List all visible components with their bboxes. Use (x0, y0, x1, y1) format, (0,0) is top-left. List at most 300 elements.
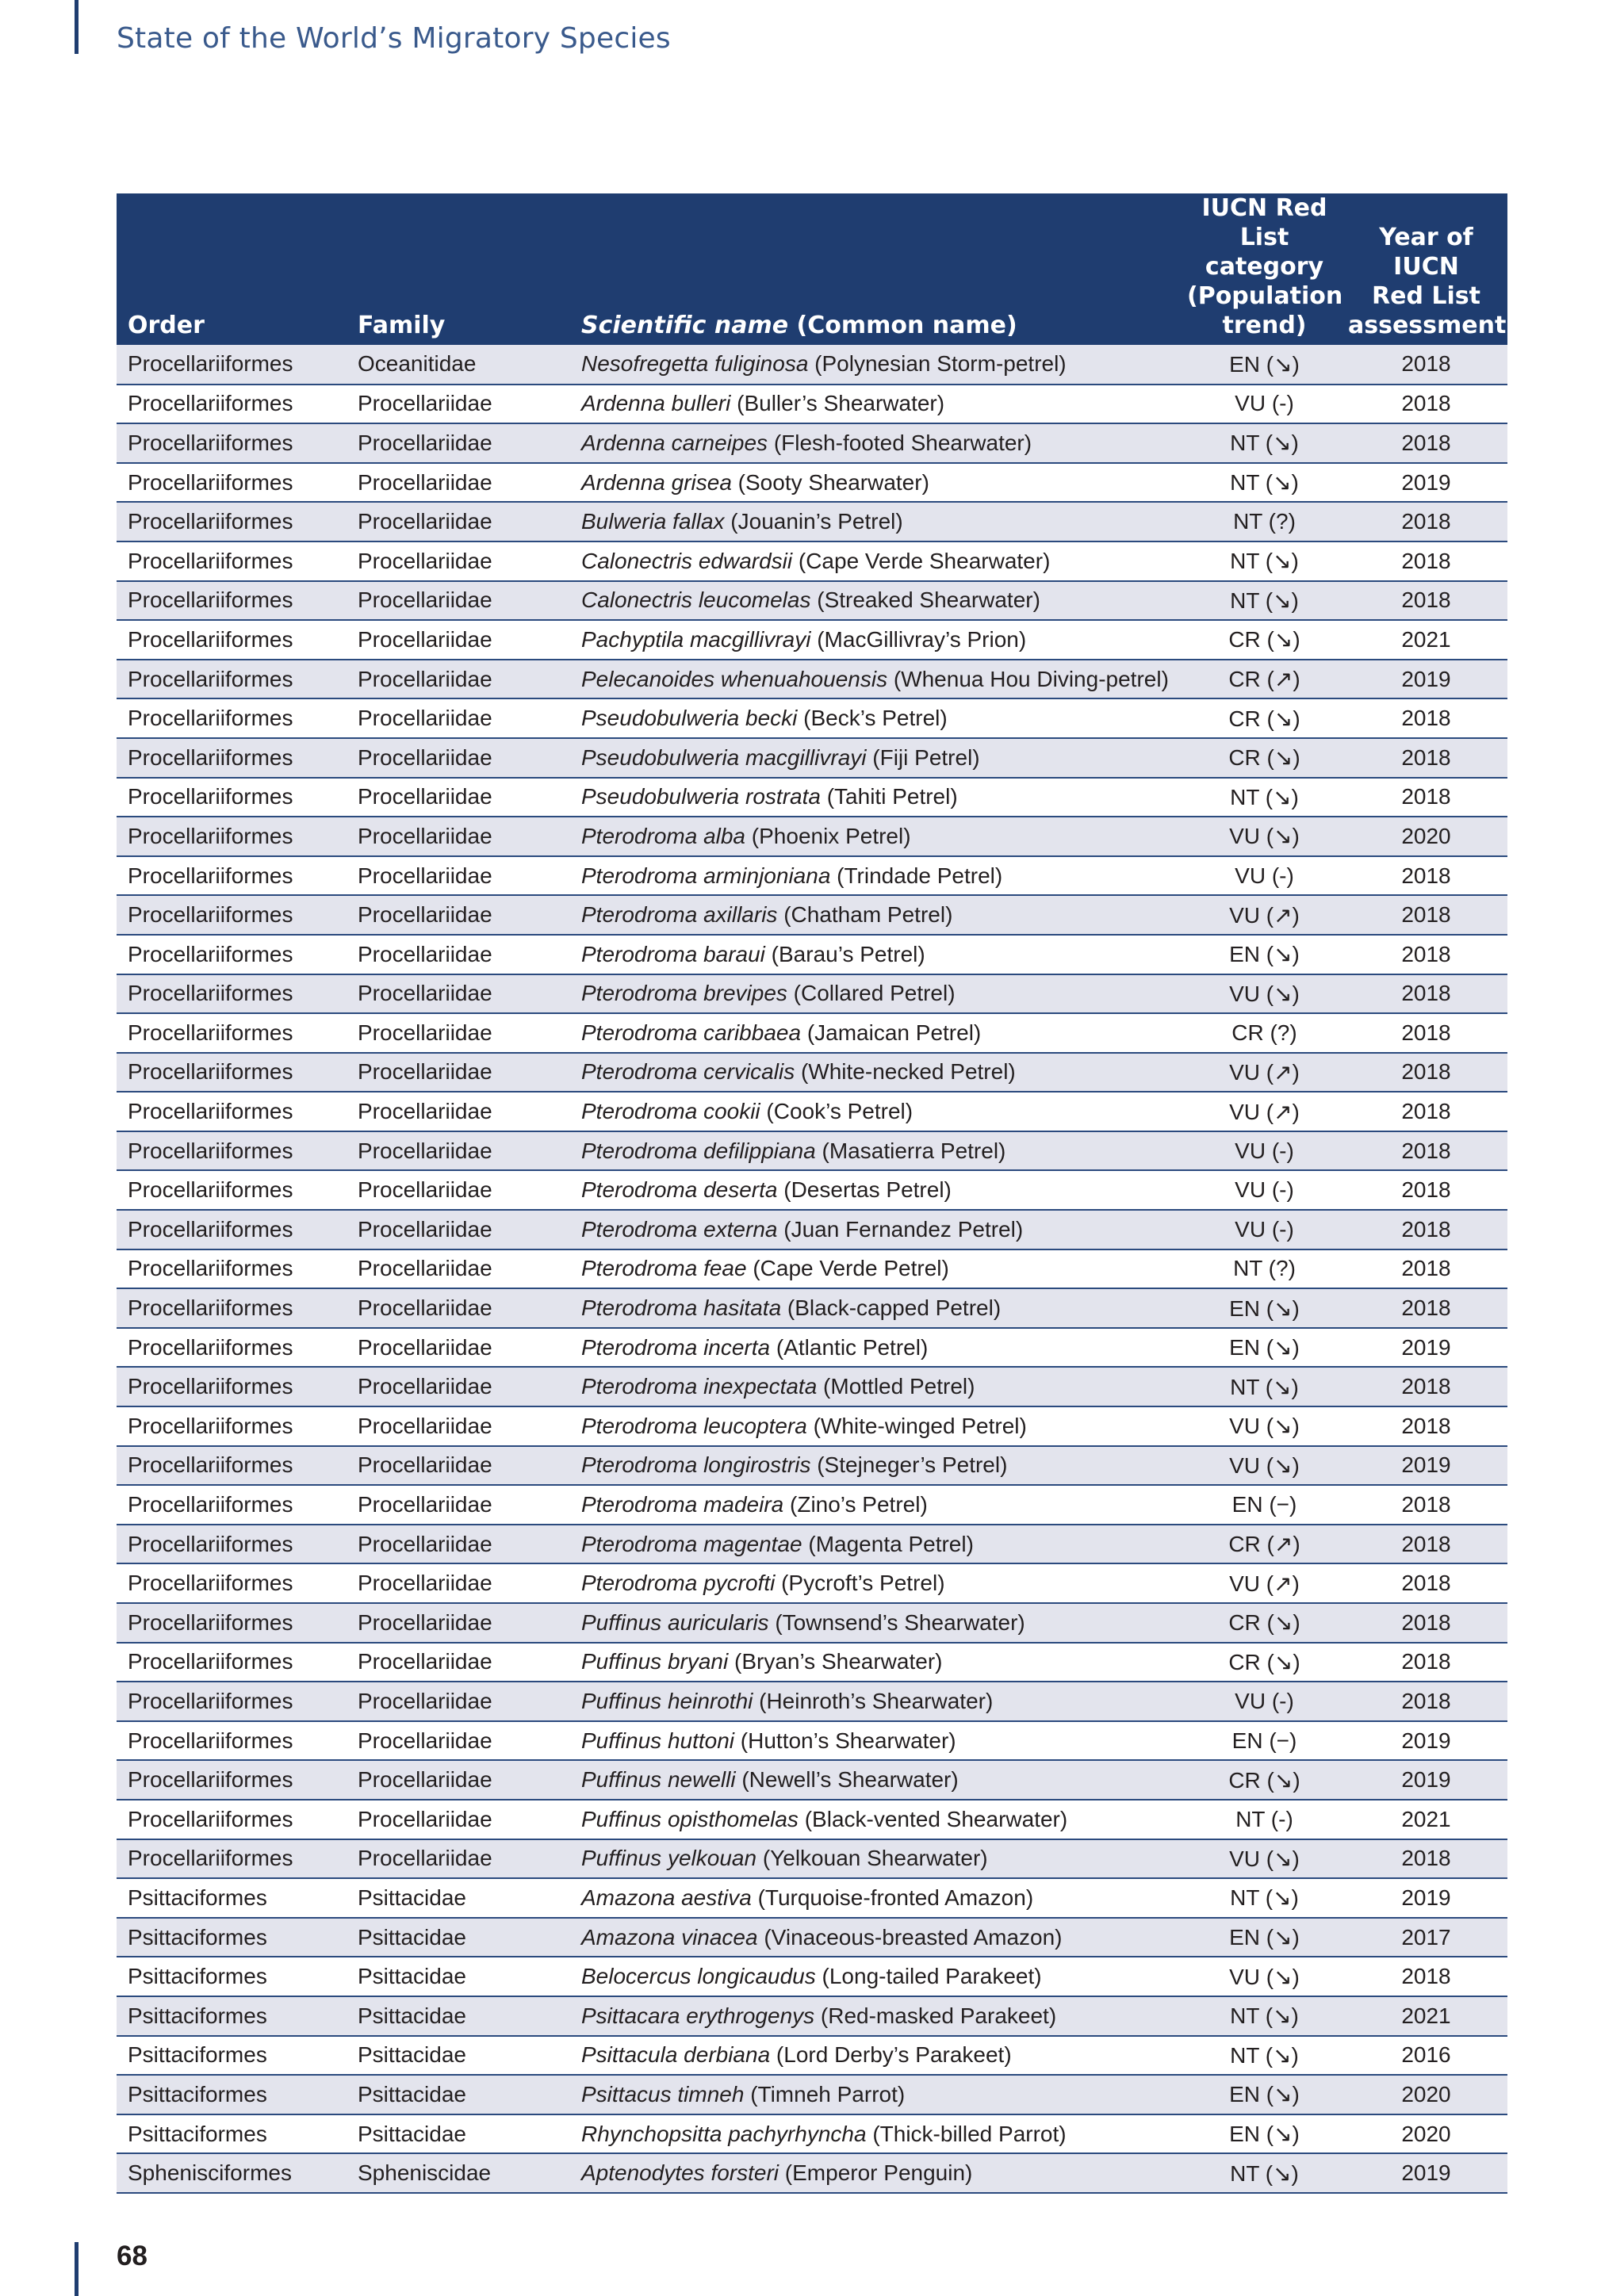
table-row (117, 463, 1507, 503)
cell-category: CR (↘) (1228, 1610, 1300, 1636)
cell-year: 2020 (1401, 2121, 1451, 2146)
cell-order: Psittaciformes (128, 2003, 267, 2028)
cell-order: Procellariiformes (128, 981, 293, 1006)
cell-name (570, 1288, 1184, 1328)
column-header-common: (Common name) (788, 312, 1017, 339)
common-name: (Emperor Penguin) (779, 2160, 973, 2186)
cell-name (570, 660, 1184, 699)
table-row (117, 1643, 1507, 1682)
cell-name (570, 423, 1184, 463)
cell-name (570, 541, 1184, 581)
table-row (117, 660, 1507, 699)
column-header-category (1184, 193, 1345, 345)
cell-order: Procellariiformes (128, 391, 293, 416)
cell-order: Procellariiformes (128, 1177, 293, 1203)
cell-category: EN (−) (1231, 1728, 1297, 1753)
cell-year: 2018 (1401, 784, 1451, 809)
table-row (117, 895, 1507, 935)
cell-order: Procellariiformes (128, 1728, 293, 1753)
cell-order: Procellariiformes (128, 430, 293, 455)
cell-year: 2019 (1401, 1452, 1451, 1478)
table-row (117, 698, 1507, 738)
cell-name (570, 1603, 1184, 1643)
column-header-category-line: (Population (1187, 282, 1343, 310)
table-row (117, 974, 1507, 1014)
cell-order: Procellariiformes (128, 1649, 293, 1674)
scientific-name: Psittacula derbiana (581, 2042, 771, 2068)
cell-year: 2018 (1401, 1571, 1451, 1596)
scientific-name: Pterodroma defilippiana (581, 1138, 816, 1163)
cell-year: 2018 (1401, 351, 1451, 377)
table-row (117, 856, 1507, 896)
common-name: (White-winged Petrel) (806, 1413, 1027, 1438)
cell-order: Procellariiformes (128, 1413, 293, 1438)
cell-category: VU (↘) (1229, 1846, 1300, 1871)
cell-category: EN (↘) (1229, 1295, 1300, 1321)
cell-category: CR (↘) (1228, 706, 1300, 731)
cell-year: 2018 (1401, 1374, 1451, 1399)
cell-family: Procellariidae (358, 1216, 492, 1242)
cell-order: Procellariiformes (128, 548, 293, 573)
cell-name (570, 2036, 1184, 2076)
scientific-name: Pterodroma cookii (581, 1099, 760, 1124)
common-name: (Long-tailed Parakeet) (815, 1964, 1042, 1989)
cell-family: Procellariidae (358, 784, 492, 809)
cell-name (570, 1210, 1184, 1249)
cell-order: Procellariiformes (128, 1452, 293, 1478)
common-name: (Jamaican Petrel) (801, 1020, 982, 1045)
cell-year: 2019 (1401, 1767, 1451, 1793)
cell-family: Procellariidae (358, 706, 492, 731)
table-row (117, 1800, 1507, 1839)
cell-order: Procellariiformes (128, 1571, 293, 1596)
cell-year: 2021 (1401, 626, 1451, 652)
cell-family: Procellariidae (358, 981, 492, 1006)
common-name: (MacGillivray’s Prion) (810, 626, 1027, 652)
table-row (117, 935, 1507, 974)
cell-order: Procellariiformes (128, 1688, 293, 1713)
cell-category: NT (-) (1235, 1806, 1293, 1831)
cell-name (570, 1170, 1184, 1210)
scientific-name: Calonectris leucomelas (581, 587, 811, 613)
cell-name (570, 1643, 1184, 1682)
scientific-name: Pterodroma longirostris (581, 1452, 811, 1478)
cell-name (570, 1721, 1184, 1761)
common-name: (Tahiti Petrel) (820, 784, 958, 809)
common-name: (Cape Verde Shearwater) (792, 548, 1051, 573)
column-header-year-line: Red List (1372, 282, 1480, 310)
cell-category: NT (↘) (1230, 2160, 1299, 2186)
cell-family: Procellariidae (358, 1452, 492, 1478)
common-name: (Collared Petrel) (787, 981, 956, 1006)
cell-order: Procellariiformes (128, 1216, 293, 1242)
table-row (117, 1170, 1507, 1210)
column-header-scientific: Scientific name (581, 312, 789, 339)
running-header: State of the World’s Migratory Species (117, 22, 671, 55)
scientific-name: Puffinus heinrothi (581, 1688, 753, 1713)
cell-category: VU (↗) (1229, 902, 1300, 928)
cell-family: Procellariidae (358, 1806, 492, 1831)
cell-category: VU (-) (1235, 1216, 1294, 1242)
cell-order: Procellariiformes (128, 587, 293, 613)
footer-accent-bar (75, 2242, 79, 2296)
cell-family: Procellariidae (358, 1571, 492, 1596)
scientific-name: Pterodroma incerta (581, 1334, 771, 1360)
common-name: (Trindade Petrel) (830, 863, 1003, 888)
cell-order: Procellariiformes (128, 1374, 293, 1399)
scientific-name: Psittacus timneh (581, 2081, 745, 2107)
common-name: (Bryan’s Shearwater) (728, 1649, 943, 1674)
table-row (117, 1603, 1507, 1643)
scientific-name: Pseudobulweria becki (581, 706, 798, 731)
table-body (117, 345, 1507, 2193)
column-header-category-line: IUCN Red (1201, 194, 1327, 222)
table-row (117, 778, 1507, 817)
cell-category: EN (↘) (1229, 2122, 1300, 2147)
cell-family: Procellariidae (358, 823, 492, 848)
table-row (117, 2153, 1507, 2193)
scientific-name: Pterodroma deserta (581, 1177, 778, 1203)
cell-category: NT (↘) (1230, 1374, 1299, 1399)
table-row (117, 1288, 1507, 1328)
cell-order: Procellariiformes (128, 1059, 293, 1085)
common-name: (Pycroft’s Petrel) (775, 1571, 945, 1596)
cell-order: Procellariiformes (128, 1295, 293, 1321)
scientific-name: Amazona vinacea (581, 1924, 758, 1950)
table-row (117, 738, 1507, 778)
cell-year: 2018 (1401, 1531, 1451, 1556)
cell-family: Procellariidae (358, 1846, 492, 1871)
cell-year: 2018 (1401, 902, 1451, 928)
table-row (117, 1131, 1507, 1171)
scientific-name: Pterodroma madeira (581, 1492, 784, 1517)
cell-name (570, 1053, 1184, 1093)
cell-family: Procellariidae (358, 1295, 492, 1321)
cell-family: Procellariidae (358, 1099, 492, 1124)
cell-year: 2018 (1401, 1216, 1451, 1242)
cell-year: 2018 (1401, 941, 1451, 966)
cell-year: 2018 (1401, 1609, 1451, 1635)
cell-order: Procellariiformes (128, 1609, 293, 1635)
cell-order: Procellariiformes (128, 784, 293, 809)
cell-family: Psittacidae (358, 2003, 466, 2028)
cell-family: Procellariidae (358, 587, 492, 613)
common-name: (Hutton’s Shearwater) (734, 1728, 956, 1753)
cell-order: Procellariiformes (128, 706, 293, 731)
scientific-name: Puffinus newelli (581, 1767, 736, 1793)
common-name: (Heinroth’s Shearwater) (753, 1688, 994, 1713)
cell-category: EN (↘) (1229, 2082, 1300, 2107)
table-row (117, 541, 1507, 581)
scientific-name: Ardenna grisea (581, 469, 732, 495)
common-name: (Atlantic Petrel) (770, 1334, 929, 1360)
scientific-name: Puffinus auricularis (581, 1609, 769, 1635)
common-name: (Phoenix Petrel) (745, 823, 911, 848)
cell-order: Psittaciformes (128, 1885, 267, 1910)
cell-name (570, 1957, 1184, 1996)
cell-year: 2018 (1401, 1492, 1451, 1517)
cell-year: 2018 (1401, 1138, 1451, 1163)
table-row (117, 1918, 1507, 1957)
cell-category: EN (↘) (1229, 351, 1300, 377)
cell-order: Procellariiformes (128, 1806, 293, 1831)
common-name: (Timneh Parrot) (744, 2081, 906, 2107)
cell-category: VU (↗) (1229, 1099, 1300, 1124)
table-row (117, 1957, 1507, 1996)
cell-order: Procellariiformes (128, 863, 293, 888)
cell-name (570, 1918, 1184, 1957)
table-row (117, 385, 1507, 424)
scientific-name: Pterodroma arminjoniana (581, 863, 831, 888)
table-header-row (117, 193, 1507, 345)
common-name: (Zino’s Petrel) (783, 1492, 928, 1517)
cell-name (570, 1131, 1184, 1171)
common-name: (Newell’s Shearwater) (735, 1767, 959, 1793)
scientific-name: Ardenna carneipes (581, 430, 768, 455)
cell-year: 2021 (1401, 2003, 1451, 2028)
table-row (117, 1839, 1507, 1879)
cell-family: Psittacidae (358, 2081, 466, 2107)
cell-order: Procellariiformes (128, 1138, 293, 1163)
cell-order: Procellariiformes (128, 1099, 293, 1124)
cell-name (570, 1092, 1184, 1131)
cell-family: Procellariidae (358, 1728, 492, 1753)
cell-name (570, 1839, 1184, 1879)
cell-category: EN (−) (1231, 1492, 1297, 1517)
cell-order: Procellariiformes (128, 469, 293, 495)
cell-year: 2020 (1401, 2081, 1451, 2107)
cell-family: Procellariidae (358, 509, 492, 534)
cell-year: 2018 (1401, 1020, 1451, 1045)
scientific-name: Bulweria fallax (581, 509, 725, 534)
cell-year: 2019 (1401, 1728, 1451, 1753)
cell-year: 2018 (1401, 706, 1451, 731)
cell-category: VU (-) (1235, 1688, 1294, 1713)
cell-order: Procellariiformes (128, 1531, 293, 1556)
common-name: (Streaked Shearwater) (810, 587, 1040, 613)
header-accent-bar (75, 0, 79, 54)
common-name: (Chatham Petrel) (777, 902, 953, 928)
table-row (117, 1210, 1507, 1249)
cell-name (570, 1878, 1184, 1918)
cell-year: 2018 (1401, 1688, 1451, 1713)
cell-year: 2018 (1401, 863, 1451, 888)
table-row (117, 1878, 1507, 1918)
cell-name (570, 1563, 1184, 1603)
cell-year: 2018 (1401, 981, 1451, 1006)
cell-category: CR (?) (1231, 1020, 1297, 1045)
common-name: (Cook’s Petrel) (760, 1099, 914, 1124)
scientific-name: Calonectris edwardsii (581, 548, 793, 573)
cell-family: Procellariidae (358, 626, 492, 652)
table-row (117, 2036, 1507, 2076)
cell-year: 2018 (1401, 1649, 1451, 1674)
cell-family: Oceanitidae (358, 351, 477, 377)
common-name: (Turquoise-fronted Amazon) (751, 1885, 1034, 1910)
common-name: (Yelkouan Shearwater) (756, 1846, 988, 1871)
table-row (117, 1760, 1507, 1800)
cell-category: VU (↘) (1229, 1414, 1300, 1439)
scientific-name: Nesofregetta fuliginosa (581, 351, 809, 377)
scientific-name: Pterodroma cervicalis (581, 1059, 795, 1085)
scientific-name: Pterodroma pycrofti (581, 1571, 776, 1596)
cell-category: CR (↘) (1228, 745, 1300, 771)
common-name: (Townsend’s Shearwater) (768, 1609, 1025, 1635)
column-header-name (570, 193, 1184, 345)
cell-name (570, 2153, 1184, 2193)
cell-category: NT (↘) (1230, 784, 1299, 809)
scientific-name: Pachyptila macgillivrayi (581, 626, 811, 652)
cell-name (570, 385, 1184, 424)
scientific-name: Puffinus yelkouan (581, 1846, 757, 1871)
cell-name (570, 620, 1184, 660)
cell-name (570, 1249, 1184, 1289)
column-header-category-line: trend) (1222, 312, 1307, 339)
species-table (117, 193, 1507, 2194)
cell-category: EN (↘) (1229, 1335, 1300, 1360)
common-name: (Desertas Petrel) (777, 1177, 952, 1203)
cell-order: Procellariiformes (128, 1334, 293, 1360)
cell-year: 2017 (1401, 1924, 1451, 1950)
cell-year: 2019 (1401, 666, 1451, 691)
cell-family: Procellariidae (358, 1531, 492, 1556)
common-name: (Fiji Petrel) (866, 744, 980, 770)
cell-family: Procellariidae (358, 863, 492, 888)
table-row (117, 1249, 1507, 1289)
cell-order: Psittaciformes (128, 1964, 267, 1989)
cell-name (570, 856, 1184, 896)
table-row (117, 423, 1507, 463)
cell-year: 2018 (1401, 1099, 1451, 1124)
cell-order: Psittaciformes (128, 2042, 267, 2068)
cell-name (570, 974, 1184, 1014)
cell-family: Procellariidae (358, 1177, 492, 1203)
table-row (117, 1328, 1507, 1368)
cell-year: 2019 (1401, 1334, 1451, 1360)
common-name: (Buller’s Shearwater) (730, 391, 945, 416)
cell-name (570, 345, 1184, 385)
cell-name (570, 1525, 1184, 1564)
cell-category: VU (-) (1235, 391, 1294, 416)
cell-name (570, 1446, 1184, 1486)
cell-family: Procellariidae (358, 1767, 492, 1793)
scientific-name: Ardenna bulleri (581, 391, 731, 416)
cell-family: Procellariidae (358, 666, 492, 691)
cell-category: NT (↘) (1230, 1885, 1299, 1911)
cell-family: Procellariidae (358, 548, 492, 573)
common-name: (Black-capped Petrel) (781, 1295, 1002, 1321)
cell-year: 2016 (1401, 2042, 1451, 2068)
cell-order: Psittaciformes (128, 2121, 267, 2146)
table-row (117, 2114, 1507, 2154)
scientific-name: Psittacara erythrogenys (581, 2003, 815, 2028)
cell-family: Procellariidae (358, 744, 492, 770)
table-row (117, 1485, 1507, 1525)
table-row (117, 817, 1507, 856)
cell-name (570, 502, 1184, 541)
table-row (117, 1406, 1507, 1446)
cell-year: 2019 (1401, 1885, 1451, 1910)
cell-family: Procellariidae (358, 1334, 492, 1360)
scientific-name: Amazona aestiva (581, 1885, 752, 1910)
cell-order: Procellariiformes (128, 941, 293, 966)
cell-order: Procellariiformes (128, 1767, 293, 1793)
scientific-name: Puffinus huttoni (581, 1728, 735, 1753)
scientific-name: Pterodroma alba (581, 823, 746, 848)
scientific-name: Pterodroma externa (581, 1216, 778, 1242)
scientific-name: Pterodroma magentae (581, 1531, 802, 1556)
cell-category: VU (↗) (1229, 1571, 1300, 1596)
scientific-name: Pterodroma inexpectata (581, 1374, 818, 1399)
cell-category: NT (↘) (1230, 470, 1299, 496)
cell-year: 2018 (1401, 509, 1451, 534)
cell-name (570, 1328, 1184, 1368)
table-row (117, 1563, 1507, 1603)
cell-family: Psittacidae (358, 1964, 466, 1989)
cell-order: Procellariiformes (128, 744, 293, 770)
cell-order: Procellariiformes (128, 902, 293, 928)
table-row (117, 1053, 1507, 1093)
cell-family: Procellariidae (358, 1609, 492, 1635)
cell-family: Procellariidae (358, 1138, 492, 1163)
cell-name (570, 738, 1184, 778)
cell-year: 2018 (1401, 744, 1451, 770)
scientific-name: Rhynchopsitta pachyrhyncha (581, 2121, 867, 2146)
cell-year: 2018 (1401, 430, 1451, 455)
scientific-name: Pterodroma hasitata (581, 1295, 782, 1321)
cell-family: Procellariidae (358, 1649, 492, 1674)
scientific-name: Pterodroma baraui (581, 941, 765, 966)
cell-order: Procellariiformes (128, 351, 293, 377)
cell-order: Procellariiformes (128, 666, 293, 691)
common-name: (Masatierra Petrel) (815, 1138, 1006, 1163)
common-name: (Whenua Hou Diving-petrel) (887, 666, 1169, 691)
table-row (117, 1092, 1507, 1131)
column-header-family: Family (358, 312, 446, 339)
common-name: (Flesh-footed Shearwater) (768, 430, 1032, 455)
cell-name (570, 895, 1184, 935)
cell-family: Procellariidae (358, 941, 492, 966)
table-row (117, 620, 1507, 660)
cell-name (570, 698, 1184, 738)
cell-category: VU (↘) (1229, 1964, 1300, 1989)
cell-year: 2018 (1401, 587, 1451, 613)
cell-name (570, 1367, 1184, 1406)
cell-category: CR (↘) (1228, 1649, 1300, 1674)
scientific-name: Belocercus longicaudus (581, 1964, 816, 1989)
cell-family: Procellariidae (358, 430, 492, 455)
cell-family: Procellariidae (358, 1020, 492, 1045)
cell-name (570, 463, 1184, 503)
cell-category: NT (↘) (1230, 587, 1299, 613)
scientific-name: Pseudobulweria rostrata (581, 784, 821, 809)
cell-category: EN (↘) (1229, 1925, 1300, 1950)
table-row (117, 1367, 1507, 1406)
common-name: (Jouanin’s Petrel) (724, 509, 903, 534)
cell-category: VU (-) (1235, 1177, 1294, 1203)
column-header-category-line: List category (1205, 224, 1324, 281)
scientific-name: Pterodroma caribbaea (581, 1020, 802, 1045)
cell-family: Procellariidae (358, 902, 492, 928)
table-row (117, 345, 1507, 385)
cell-category: CR (↘) (1228, 1767, 1300, 1793)
cell-family: Procellariidae (358, 1256, 492, 1281)
table-row (117, 502, 1507, 541)
cell-year: 2018 (1401, 1846, 1451, 1871)
cell-year: 2021 (1401, 1806, 1451, 1831)
cell-order: Procellariiformes (128, 626, 293, 652)
cell-order: Procellariiformes (128, 1020, 293, 1045)
